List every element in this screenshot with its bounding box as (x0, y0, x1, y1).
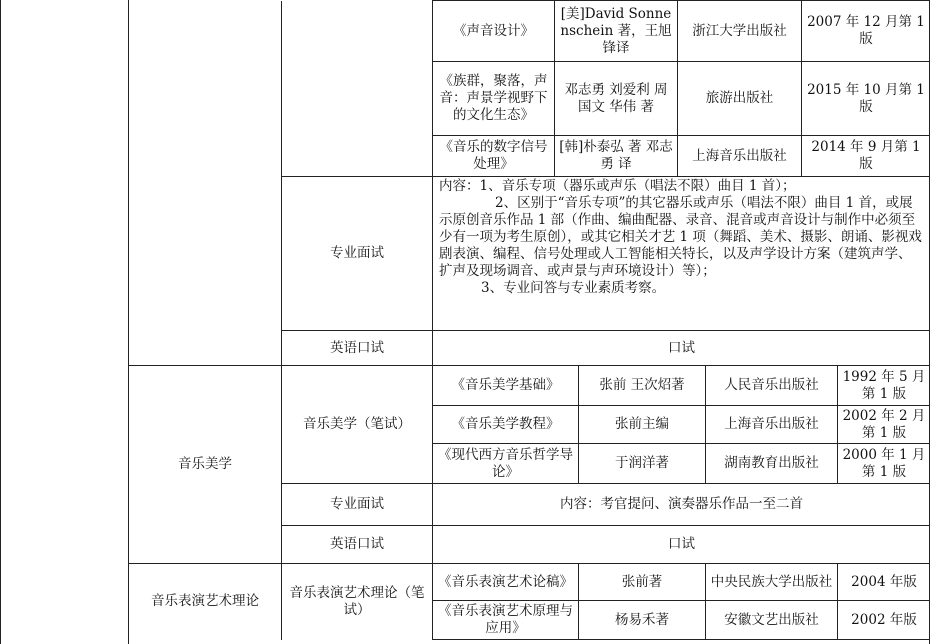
book-edition: 2002 年版 (838, 601, 930, 640)
book-author: 邓志勇 刘爱利 周国文 华伟 著 (555, 62, 678, 136)
book-author: 杨易禾著 (579, 601, 706, 640)
book-publisher: 人民音乐出版社 (706, 366, 838, 406)
written-exam-label: 音乐美学（笔试） (282, 366, 433, 484)
cell-blank (282, 1, 433, 177)
book-edition: 1992 年 5 月第 1 版 (838, 366, 930, 406)
book-title: 《族群，聚落，声音：声景学视野下的文化生态》 (433, 62, 555, 136)
book-author: 张前主编 (579, 406, 706, 444)
oral-value: 口试 (433, 331, 930, 366)
book-title: 《音乐表演艺术原理与应用》 (433, 601, 579, 640)
table-row (282, 331, 930, 366)
section1-table (281, 0, 930, 366)
book-author: 张前 王次炤著 (579, 366, 706, 406)
oral-label: 英语口试 (282, 331, 433, 366)
table-row (282, 1, 930, 62)
book-title: 《音乐美学教程》 (433, 406, 579, 444)
book-edition: 2000 年 1 月第 1 版 (838, 444, 930, 484)
row-divider (128, 365, 282, 366)
book-edition: 2015 年 10 月第 1 版 (802, 62, 930, 136)
book-publisher: 上海音乐出版社 (678, 136, 802, 177)
book-publisher: 安徽文艺出版社 (706, 601, 838, 640)
interview-content: 内容：考官提问、演奏器乐作品一至二首 (433, 484, 930, 526)
table-row (129, 366, 930, 406)
book-edition: 2004 年版 (838, 564, 930, 601)
book-title: 《音乐表演艺术论稿》 (433, 564, 579, 601)
section2-table (128, 365, 930, 564)
book-author: [韩]朴泰弘 著 邓志勇 译 (555, 136, 678, 177)
interview-line: 2、区别于“音乐专项”的其它器乐或声乐（唱法不限）曲目 1 首，或展示原创音乐作品 1 部（作曲、编曲配器、录音、混音或声音设计与制作中必须至少有一项为考生原创），或其它相关才艺 1 项（舞蹈、美术、摄影、朗诵、影视戏剧表演、编程、信号处理或人工智能相关特长，以及声学设计方案（建筑声学、扩声及现场调音、或声景与声环境设计）等）； (439, 195, 922, 279)
book-author: 张前著 (579, 564, 706, 601)
direction-name: 音乐表演艺术理论 (129, 564, 282, 640)
interview-line: 内容：1、音乐专项（器乐或声乐（唱法不限）曲目 1 首）； (439, 178, 796, 194)
interview-label: 专业面试 (282, 177, 433, 331)
book-publisher: 中央民族大学出版社 (706, 564, 838, 601)
book-title: 《现代西方音乐哲学导论》 (433, 444, 579, 484)
book-edition: 2007 年 12 月第 1 版 (802, 1, 930, 62)
interview-label: 专业面试 (282, 484, 433, 526)
book-publisher: 湖南教育出版社 (706, 444, 838, 484)
table-row (129, 564, 930, 601)
book-publisher: 旅游出版社 (678, 62, 802, 136)
section3-table (128, 563, 930, 640)
table-border-left (0, 0, 1, 644)
interview-line: 3、专业问答与专业素质考察。 (481, 280, 666, 296)
interview-content (433, 177, 930, 331)
book-publisher: 上海音乐出版社 (706, 406, 838, 444)
book-title: 《音乐的数字信号处理》 (433, 136, 555, 177)
book-author: [美]David Sonnenschein 著，王旭锋译 (555, 1, 678, 62)
book-title: 《音乐美学基础》 (433, 366, 579, 406)
table-row (282, 177, 930, 331)
written-exam-label: 音乐表演艺术理论（笔试） (282, 564, 433, 640)
book-edition: 2002 年 2 月第 1 版 (838, 406, 930, 444)
book-author: 于润洋著 (579, 444, 706, 484)
book-publisher: 浙江大学出版社 (678, 1, 802, 62)
oral-label: 英语口试 (282, 526, 433, 564)
book-title: 《声音设计》 (433, 1, 555, 62)
oral-value: 口试 (433, 526, 930, 564)
book-edition: 2014 年 9 月第 1 版 (802, 136, 930, 177)
direction-name: 音乐美学 (129, 366, 282, 564)
